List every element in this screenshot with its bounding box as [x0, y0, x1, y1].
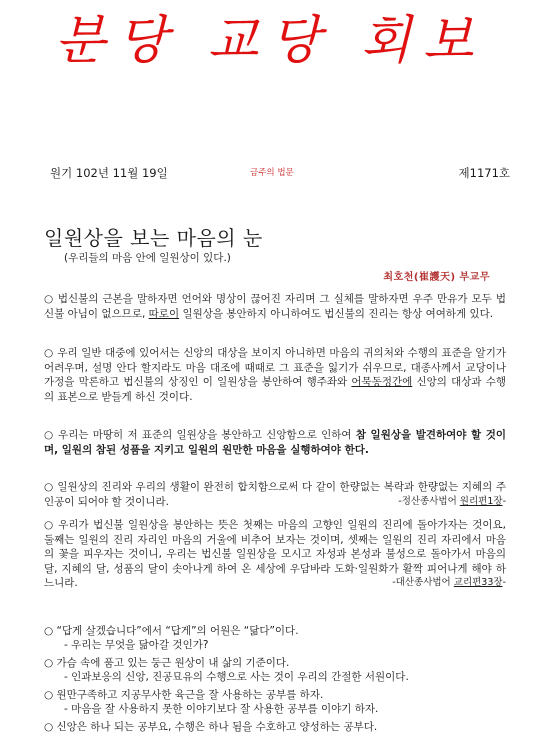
paragraph-text: 우리가 법신불 일원상을 봉안하는 뜻은 첫째는 마음의 고향인 일원의 진리에 돌아가자는 것이요, 둘째는 일원의 진리 자리인 마음의 거울에 비추어 보자는 것이며, 셋째는 일원의 진리 자리에서 마음의 꽃을 피우자는 것이니, 우리는 법신불 일원상을 모시고 자성과 본성과 불성으로 돌아가서 마음의 달, 지혜의 달, 성품의 달이 솟아나게 하여 온 세상에 우담바라 도화·일원화가 활짝 피어나게 해야 하느니라. [44, 519, 506, 589]
issue-meta-row [50, 165, 510, 183]
paragraph-text: 우리는 마땅히 저 표준의 일원상을 봉안하고 신앙함으로 인하여 [58, 429, 352, 441]
summary-subline: - 마음을 잘 사용하지 못한 이야기보다 잘 사용한 공부를 이야기 하자. [64, 703, 379, 715]
circle-bullet-icon: ○ [44, 481, 54, 493]
paragraph-3 [44, 428, 506, 457]
citation-book: -정산종사법어 [398, 495, 457, 507]
summary-subline: - 우리는 무엇을 닮아갈 것인가? [64, 639, 209, 651]
circle-bullet-icon: ○ [44, 429, 55, 441]
article-author: 최호천(崔護天) 부교무 [383, 272, 490, 283]
section-label: 금주의 법문 [250, 168, 294, 178]
issue-number: 제1171호 [458, 166, 510, 180]
citation-dash: - [502, 495, 506, 507]
paragraph-1 [44, 292, 506, 321]
paragraph-text: 일원상의 진리와 우리의 생활이 완전히 합치함으로써 다 같이 한량없는 복락과 한량없는 지혜의 주인공이 되어야 할 것이니라. [44, 481, 506, 508]
summary-item-4 [44, 720, 506, 734]
underlined-word: 따로이 [148, 307, 180, 320]
summary-line: ○ 원만구족하고 지공무사한 육근을 잘 사용하는 공부를 하자. [44, 689, 324, 701]
newsletter-masthead: 분당 교당 회보 [54, 11, 486, 71]
article-title: 일원상을 보는 마음의 눈 [44, 226, 263, 250]
citation-dash: - [502, 577, 506, 588]
paragraph-5 [44, 518, 506, 591]
summary-item-3 [44, 688, 506, 716]
summary-line: ○ 가슴 속에 품고 있는 둥근 원상이 내 삶의 기준이다. [44, 657, 290, 669]
summary-subline: - 인과보응의 신앙, 진공묘유의 수행으로 사는 것이 우리의 간절한 서원이다. [64, 671, 409, 683]
circle-bullet-icon: ○ [44, 347, 54, 359]
issue-date: 원기 102년 11월 19일 [50, 166, 168, 180]
source-citation [398, 495, 506, 510]
article-subtitle: (우리들의 마음 안에 일원상이 있다.) [64, 252, 231, 264]
summary-item-1 [44, 624, 506, 652]
citation-chapter: 교리편33장 [453, 577, 503, 588]
circle-bullet-icon: ○ [44, 519, 55, 531]
paragraph-2 [44, 346, 506, 404]
paragraph-4 [44, 480, 506, 509]
underlined-word: 어묵동정간에 [351, 376, 413, 388]
summary-line: ○ 신앙은 하나 되는 공부요, 수행은 하나 됨을 수호하고 양성하는 공부다. [44, 721, 378, 733]
summary-item-2 [44, 656, 506, 684]
summary-line: ○ “답게 살겠습니다”에서 “답게”의 어원은 “닮다”이다. [44, 625, 299, 637]
paragraph-text: 일원상을 봉안하지 아니하여도 법신불의 진리는 항상 여여하게 있다. [182, 307, 494, 320]
circle-bullet-icon: ○ [44, 293, 54, 305]
paragraph-text: 신앙의 대상과 수행의 표본으로 받들게 하신 것이다. [44, 376, 506, 403]
paragraph-text: 법신불의 근본을 말하자면 언어와 명상이 끊어진 자리며 그 실체를 말하자면 우주 만유가 모두 법신불 아님이 없으므로, [44, 293, 506, 320]
citation-chapter: 원리편1장 [459, 495, 503, 507]
emphasized-text: 참 일원상을 발견하여야 할 것이며, 일원의 참된 성품을 지키고 일원의 원만한 마음을 실행하여야 한다. [44, 429, 506, 456]
source-citation [392, 576, 506, 591]
citation-book: -대산종사법어 [392, 577, 451, 588]
paragraph-text: 우리 일반 대중에 있어서는 신앙의 대상을 보이지 아니하면 마음의 귀의처와 수행의 표준을 알기가 어려우며, 설명 안다 할지라도 마음 대조에 때때로 그 표준을 잃기가 쉬우므로, 대종사께서 교당이나 가정을 막론하고 법신불의 상징인 이 일원상을 봉안하여 행주좌와 [44, 347, 506, 388]
